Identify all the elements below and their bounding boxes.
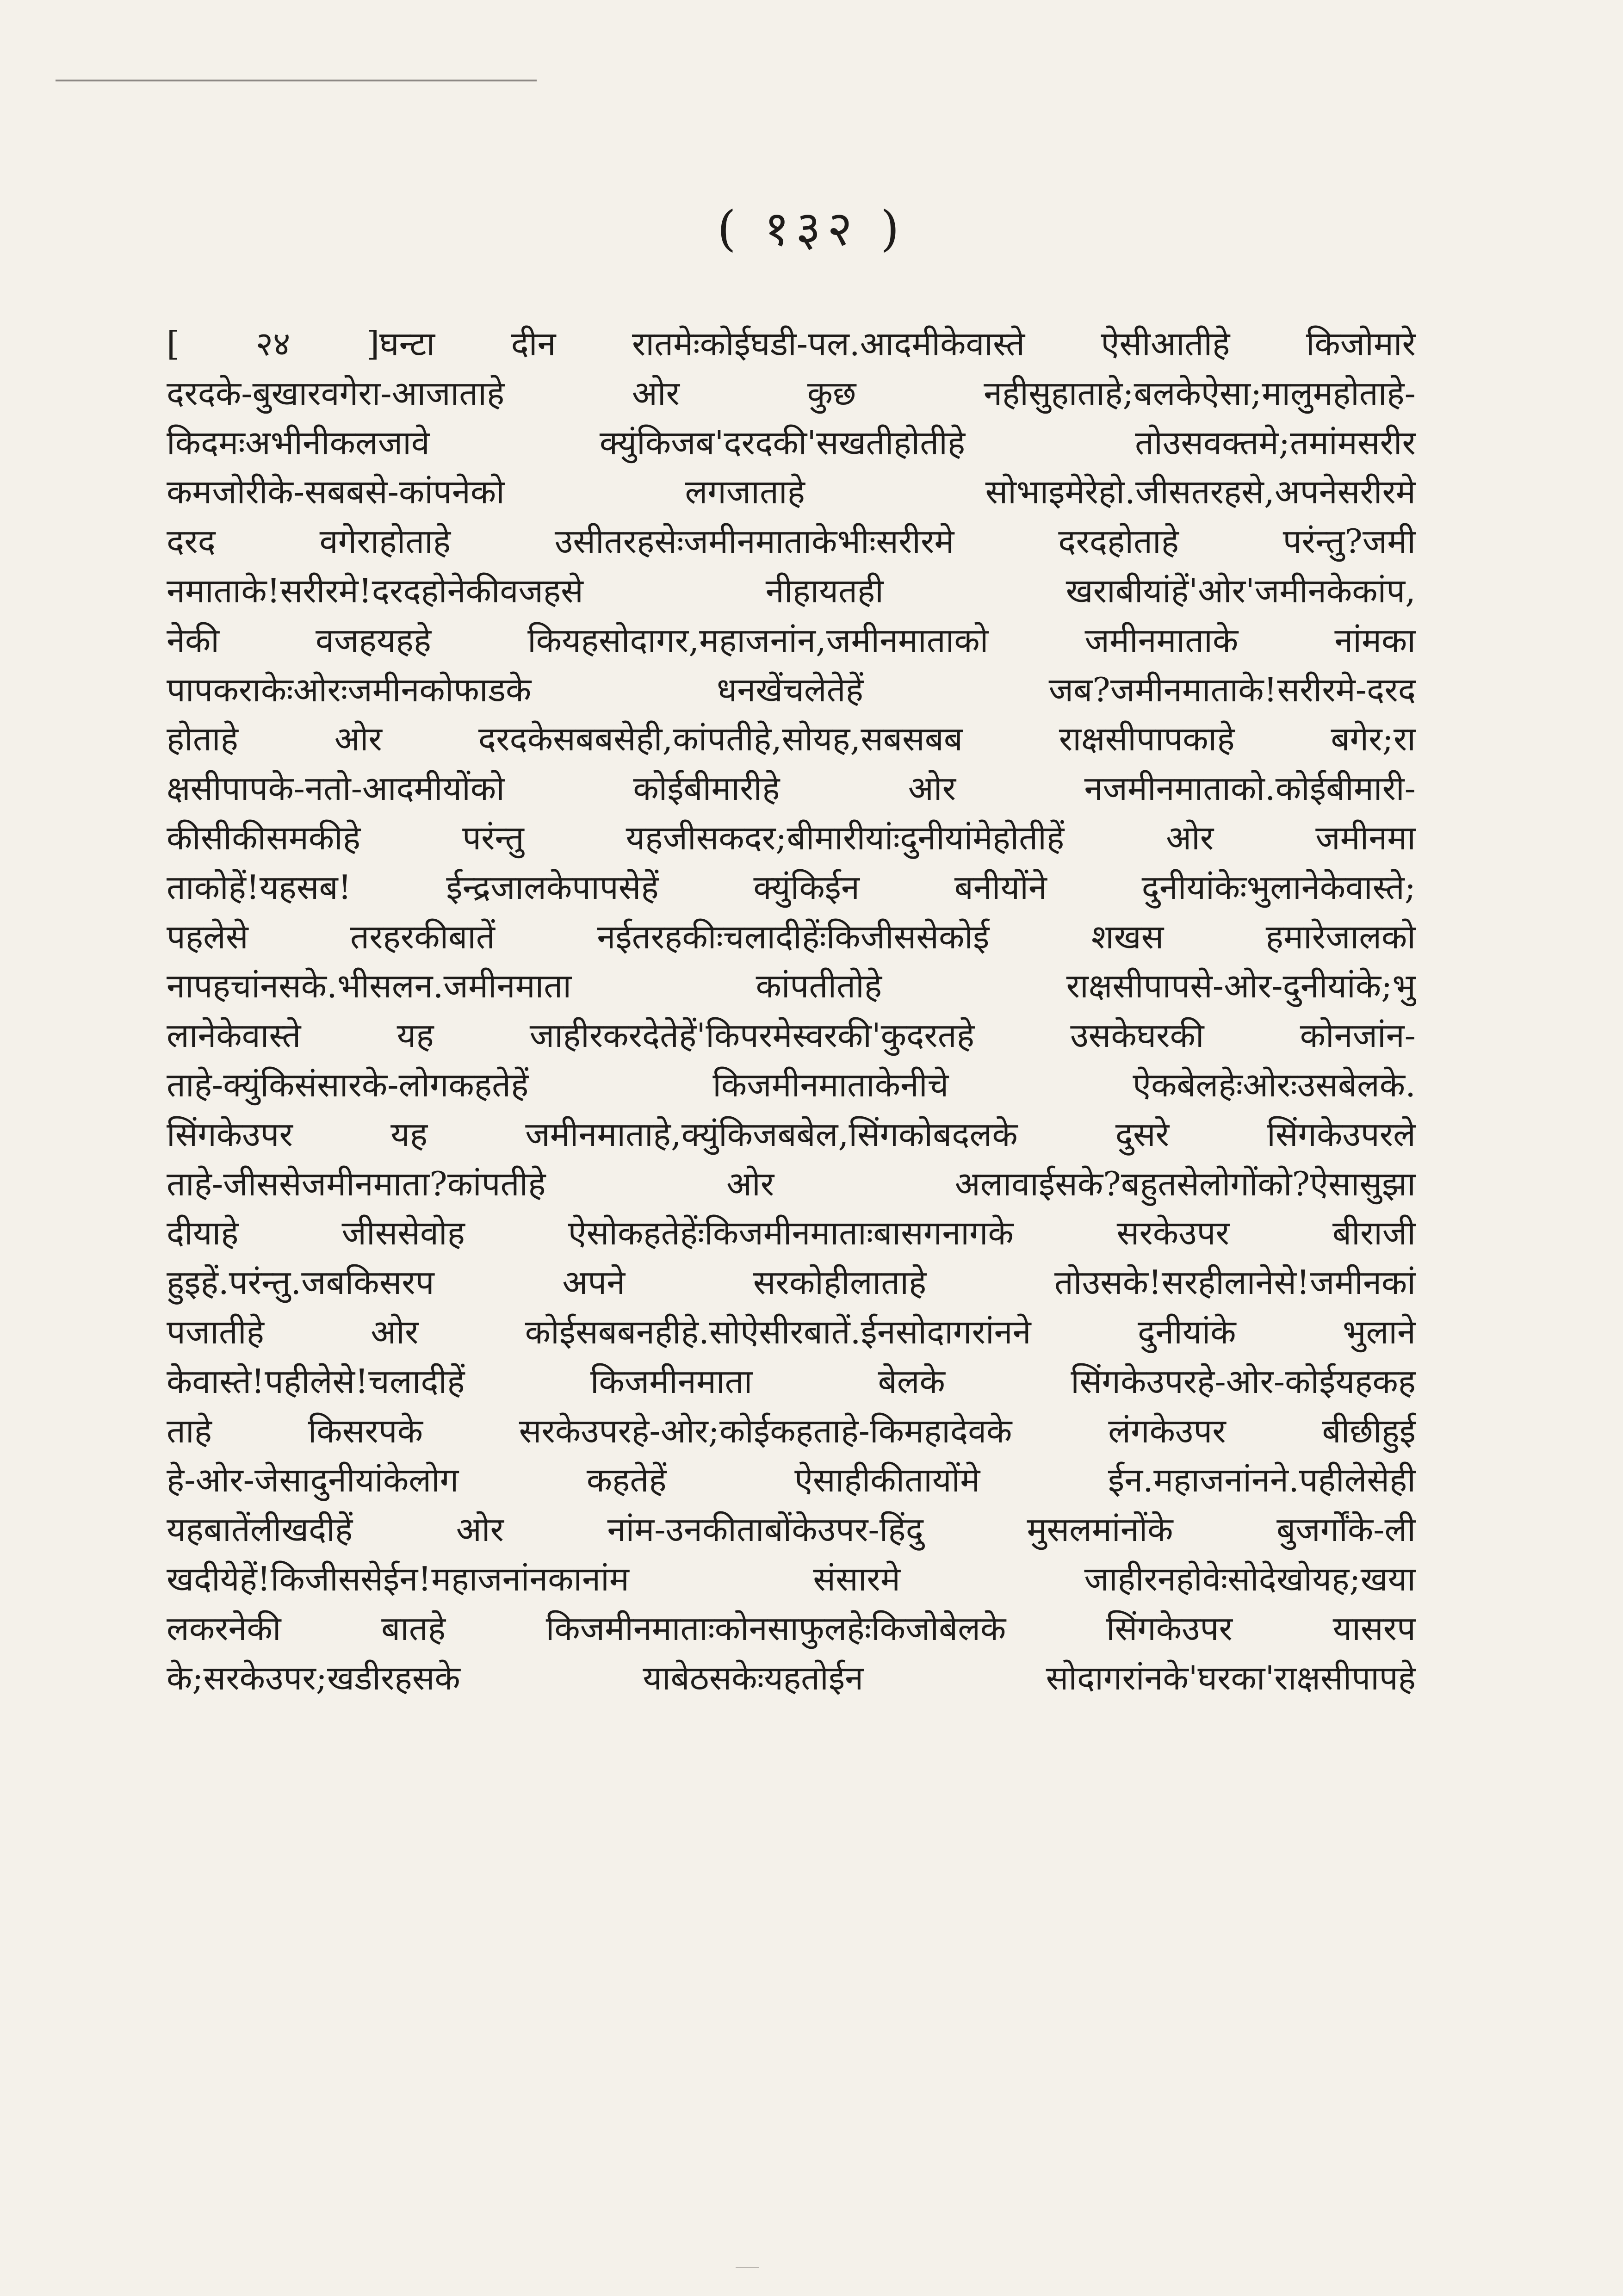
text-line: नमाताके!सरीरमे!दरदहोनेकीवजहसे नीहायतही खराबीयांहें'ओर'जमीनकेकांप, xyxy=(167,571,1416,610)
text-line: हे-ओर-जेसादुनीयांकेलोग कहतेहें ऐसाहीकीतायोंमे ईन.महाजनांनने.पहीलेसेही xyxy=(167,1461,1416,1500)
text-line: पापकराकेःओरःजमीनकोफाडके धनखेंचलेतेहें जब?जमीनमाताके!सरीरमे-दरद xyxy=(167,670,1416,709)
page-number: ( १३२ ) xyxy=(717,200,906,257)
text-line: ताकोहें!यहसब! ईन्द्रजालकेपापसेहें क्युंकिईन बनीयोंने दुनीयांकेःभुलानेकेवास्ते; xyxy=(167,867,1416,907)
text-line: के;सरकेउपर;खडीरहसके याबेठसकेःयहतोईन सोदागरांनके'घरका'राक्षसीपापहे xyxy=(167,1658,1416,1697)
text-line: किदमःअभीनीकलजावे क्युंकिजब'दरदकी'सखतीहोतीहे तोउसवक्तमे;तमांमसरीर xyxy=(167,423,1416,462)
text-line: केवास्ते!पहीलेसे!चलादीहें किजमीनमाता बेलके सिंगकेउपरहे-ओर-कोईयहकह xyxy=(167,1362,1416,1401)
text-line: लकरनेकी बातहे किजमीनमाताःकोनसाफुलहेःकिजोबेलके सिंगकेउपर यासरप xyxy=(167,1609,1416,1648)
text-line: ताहे-जीससेजमीनमाता?कांपतीहे ओर अलावाईसके?बहुतसेलोगोंको?ऐसासुझा xyxy=(167,1164,1416,1203)
text-line: खदीयेहें!किजीससेईन!महाजनांनकानांम संसारमे जाहीरनहोवेःसोदेखोयह;खया xyxy=(167,1559,1416,1598)
stray-mark xyxy=(736,2267,759,2268)
text-line: पजातीहे ओर कोईसबबनहीहे.सोऐसीरबातें.ईनसोदागरांनने दुनीयांके भुलाने xyxy=(167,1312,1416,1351)
text-line: पहलेसे तरहरकीबातें नईतरहकीःचलादीहेंःकिजीससेकोई शखस हमारेजालको xyxy=(167,917,1416,956)
text-line: नेकी वजहयहहे कियहसोदागर,महाजनांन,जमीनमाताको जमीनमाताके नांमका xyxy=(167,620,1416,660)
text-line: कीसीकीसमकीहे परंन्तु यहजीसकदर;बीमारीयांःदुनीयांमेहोतीहें ओर जमीनमा xyxy=(167,818,1416,857)
text-line: होताहे ओर दरदकेसबबसेही,कांपतीहे,सोयह,सबसबब राक्षसीपापकाहे बगेर;रा xyxy=(167,719,1416,759)
text-line: लानेकेवास्ते यह जाहीरकरदेतेहें'किपरमेस्वरकी'कुदरतहे उसकेघरकी कोनजांन- xyxy=(167,1016,1416,1055)
text-line: नापहचांनसके.भीसलन.जमीनमाता कांपतीतोहे राक्षसीपापसे-ओर-दुनीयांके;भु xyxy=(167,966,1416,1006)
text-line: [ २४ ]घन्टा दीन रातमेःकोईघडी-पल.आदमीकेवास्ते ऐसीआतीहे किजोमारे xyxy=(167,324,1416,363)
top-rule xyxy=(56,80,537,81)
text-line: दरदके-बुखारवगेरा-आजाताहे ओर कुछ नहीसुहाताहे;बलकेऐसा;मालुमहोताहे- xyxy=(167,373,1416,413)
text-line: ताहे किसरपके सरकेउपरहे-ओर;कोईकहताहे-किमहादेवके लंगकेउपर बीछीहुई xyxy=(167,1411,1416,1450)
text-line: दीयाहे जीससेवोह ऐसोकहतेहेंःकिजमीनमाताःबासगनागके सरकेउपर बीराजी xyxy=(167,1213,1416,1253)
text-line: सिंगकेउपर यह जमीनमाताहे,क्युंकिजबबेल,सिंगकोबदलके दुसरे सिंगकेउपरले xyxy=(167,1114,1416,1154)
text-line: ताहे-क्युंकिसंसारके-लोगकहतेहें किजमीनमाताकेनीचे ऐकबेलहेःओरःउसबेलके. xyxy=(167,1065,1416,1104)
text-line: दरद वगेराहोताहे उसीतरहसेःजमीनमाताकेभीःसरीरमे दरदहोताहे परंन्तु?जमी xyxy=(167,522,1416,561)
text-line: क्षसीपापके-नतो-आदमीयोंको कोईबीमारीहे ओर नजमीनमाताको.कोईबीमारी- xyxy=(167,769,1416,808)
text-line: यहबातेंलीखदीहें ओर नांम-उनकीताबोंकेउपर-हिंदु मुसलमांनोंके बुजर्गोंके-ली xyxy=(167,1510,1416,1549)
text-line: हुइहें.परंन्तु.जबकिसरप अपने सरकोहीलाताहे तोउसके!सरहीलानेसे!जमीनकां xyxy=(167,1263,1416,1302)
text-line: कमजोरीके-सबबसे-कांपनेको लगजाताहे सोभाइमेरेहो.जीसतरहसे,अपनेसरीरमे xyxy=(167,472,1416,512)
text-body xyxy=(167,319,1416,1702)
